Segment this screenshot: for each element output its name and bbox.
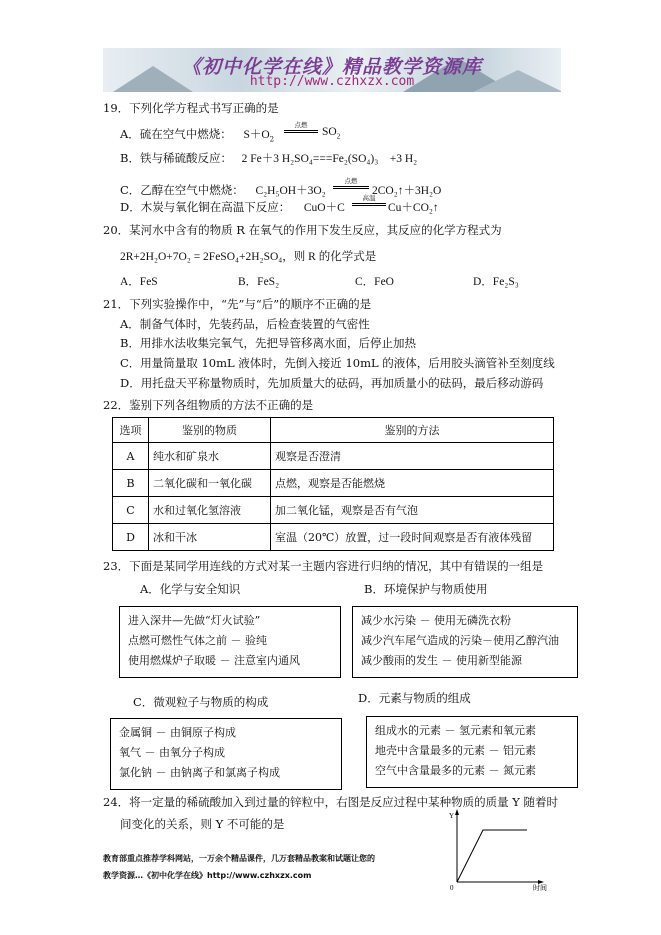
q21-option-c: C．用量筒量取 10mL 液体时，先倒入接近 10mL 的液体，后用胶头滴管补至刻度线	[120, 356, 555, 370]
q19-stem: 19．下列化学方程式书写正确的是	[103, 101, 279, 115]
q19-c-left: C₂H₅OH＋3O₂	[255, 185, 326, 197]
table-cell: 冰和干冰	[149, 524, 271, 551]
reaction-arrow	[284, 132, 318, 133]
q19-a-label: A．硫在空气中燃烧：	[120, 127, 232, 141]
q23-c-line: 氯化钠 － 由钠离子和氯离子构成	[119, 766, 280, 779]
footer-line1: 教育部重点推荐学科网站，一万余个精品课件，几万套精品教案和试题让您的	[103, 854, 375, 863]
table-cell: C	[113, 497, 149, 524]
table-cell: 观察是否澄清	[271, 443, 554, 470]
q19-a-cond-text: 点燃	[294, 121, 308, 129]
q23-b-line: 减少水污染 － 使用无磷洗衣粉	[361, 614, 511, 627]
q21-option-b: B．用排水法收集完氧气，先把导管移离水面，后停止加热	[120, 336, 416, 350]
table-cell: 纯水和矿泉水	[149, 443, 271, 470]
table-header-cell: 鉴别的方法	[271, 418, 554, 443]
q19-c-cond-text: 点燃	[344, 177, 358, 185]
table-header-cell: 鉴别的物质	[149, 418, 271, 443]
q22-table	[112, 417, 554, 551]
q19-a-subscript: 2	[269, 135, 275, 144]
q20-option-c: C．FeO	[355, 276, 394, 288]
q19-a-subscript2: 2	[336, 132, 341, 141]
y-axis-arrow-icon	[455, 809, 459, 815]
q23-b-box	[352, 606, 578, 678]
q23-a-line: 点燃可燃性气体之前 － 验纯	[128, 634, 267, 647]
q21-option-d: D．用托盘天平称量物质时，先加质量大的砝码，再加质量小的砝码，最后移动游码	[120, 376, 544, 390]
q23-stem: 23．下面是某同学用连线的方式对某一主题内容进行归纳的情况，其中有错误的一组是	[103, 559, 544, 573]
q23-b-line: 减少汽车尾气造成的污染－使用乙醇汽油	[361, 634, 559, 647]
q19-a-eq-left: S＋O	[243, 129, 270, 141]
reaction-arrow	[352, 203, 386, 204]
q19-b-label: B．铁与稀硫酸反应：	[120, 151, 232, 165]
table-row	[113, 443, 554, 470]
q20-stem: 20．某河水中含有的物质 R 在氧气的作用下发生反应，其反应的化学方程式为	[103, 223, 502, 237]
q23-b-title: B．环境保护与物质使用	[364, 582, 488, 596]
footer-line2[interactable]: 教学资源…《初中化学在线》http://www.czhxzx.com	[103, 871, 312, 880]
table-row	[113, 524, 554, 551]
q19-d-left: CuO＋C	[303, 202, 345, 214]
reaction-arrow	[352, 205, 386, 206]
table-header-cell: 选项	[113, 418, 149, 443]
x-axis-arrow-icon	[538, 880, 544, 884]
q23-d-box	[366, 716, 578, 788]
q20-option-a: A．FeS	[120, 276, 158, 288]
graph-curve	[457, 830, 527, 882]
q19-d-label: D．木炭与氧化铜在高温下反应：	[120, 200, 291, 214]
q23-d-title: D．元素与物质的组成	[358, 691, 471, 705]
q23-a-line: 进入深井—先做“灯火试验”	[128, 614, 261, 627]
graph-y-label: Y	[449, 812, 455, 820]
q19-c-right: 2CO₂↑＋3H₂O	[372, 185, 442, 197]
reaction-arrow	[284, 130, 318, 131]
graph-origin-label: 0	[450, 884, 454, 892]
q20-equation: 2R+2H₂O+7O₂ = 2FeSO₄+2H₂SO₄，则 R 的化学式是	[120, 251, 377, 263]
table-row	[113, 470, 554, 497]
q19-a-condition	[284, 120, 318, 133]
q20-option-b: B．FeS₂	[238, 276, 280, 288]
q19-a-product: SO	[322, 126, 337, 138]
q20-option-d: D．Fe₂S₃	[473, 276, 519, 288]
q23-b-line: 减少酸雨的发生 － 使用新型能源	[361, 654, 522, 667]
q19-c-condition	[333, 176, 369, 189]
q23-c-box	[110, 718, 342, 790]
banner-url[interactable]: http://www.czhxzx.com	[249, 74, 415, 89]
q24-graph	[445, 806, 555, 892]
table-cell: 二氧化碳和一氧化碳	[149, 470, 271, 497]
q19-d-right: Cu＋CO₂↑	[388, 202, 439, 214]
q24-stem-line2: 间变化的关系，则 Y 不可能的是	[120, 817, 285, 831]
q19-option-c	[120, 182, 326, 198]
q23-c-title: C．微观粒子与物质的构成	[133, 695, 269, 709]
q19-d-cond-text: 高温	[362, 194, 376, 202]
q19-option-d	[120, 199, 345, 215]
table-cell: 加二氧化锰，观察是否有气泡	[271, 497, 554, 524]
table-cell: 水和过氧化氢溶液	[149, 497, 271, 524]
q21-stem: 21．下列实验操作中，“先”与“后”的顺序不正确的是	[103, 297, 372, 311]
table-row	[113, 497, 554, 524]
table-cell: 点燃，观察是否能燃烧	[271, 470, 554, 497]
q23-a-title: A．化学与安全知识	[140, 582, 241, 596]
q19-option-a	[120, 126, 274, 143]
table-header-row	[113, 418, 554, 443]
q23-d-line: 地壳中含量最多的元素 － 铝元素	[375, 744, 536, 757]
q19-option-b	[120, 150, 417, 166]
q19-b-eq: 2 Fe＋3 H₂SO₄===Fe₂(SO₄)₃ +3 H₂	[241, 153, 418, 165]
q23-d-line: 组成水的元素 － 氢元素和氧元素	[375, 724, 536, 737]
table-cell: D	[113, 524, 149, 551]
graph-x-label: 时间	[533, 885, 547, 892]
q22-stem: 22．鉴别下列各组物质的方法不正确的是	[103, 398, 314, 412]
header-banner	[103, 48, 561, 92]
q23-a-line: 使用燃煤炉子取暖 － 注意室内通风	[128, 654, 300, 667]
q23-a-box	[119, 606, 341, 678]
q19-c-label: C．乙醇在空气中燃烧：	[120, 183, 244, 197]
q19-d-condition	[352, 193, 386, 206]
q21-option-a: A．制备气体时，先装药品，后检查装置的气密性	[120, 317, 370, 331]
table-cell: 室温（20℃）放置，过一段时间观察是否有液体残留	[271, 524, 554, 551]
q19-a-eq-right	[322, 126, 340, 140]
q23-c-line: 氧气 － 由氧分子构成	[119, 746, 225, 759]
q23-c-line: 金属铜 － 由铜原子构成	[119, 726, 236, 739]
q24-stem-line1: 24．将一定量的稀硫酸加入到过量的锌粒中，右图是反应过程中某种物质的质量 Y 随着时	[103, 795, 559, 809]
table-cell: B	[113, 470, 149, 497]
table-cell: A	[113, 443, 149, 470]
banner-title: 《初中化学在线》精品教学资源库	[181, 56, 482, 78]
reaction-arrow	[333, 188, 369, 189]
reaction-arrow	[333, 186, 369, 187]
q23-d-line: 空气中含量最多的元素 － 氮元素	[375, 764, 536, 777]
